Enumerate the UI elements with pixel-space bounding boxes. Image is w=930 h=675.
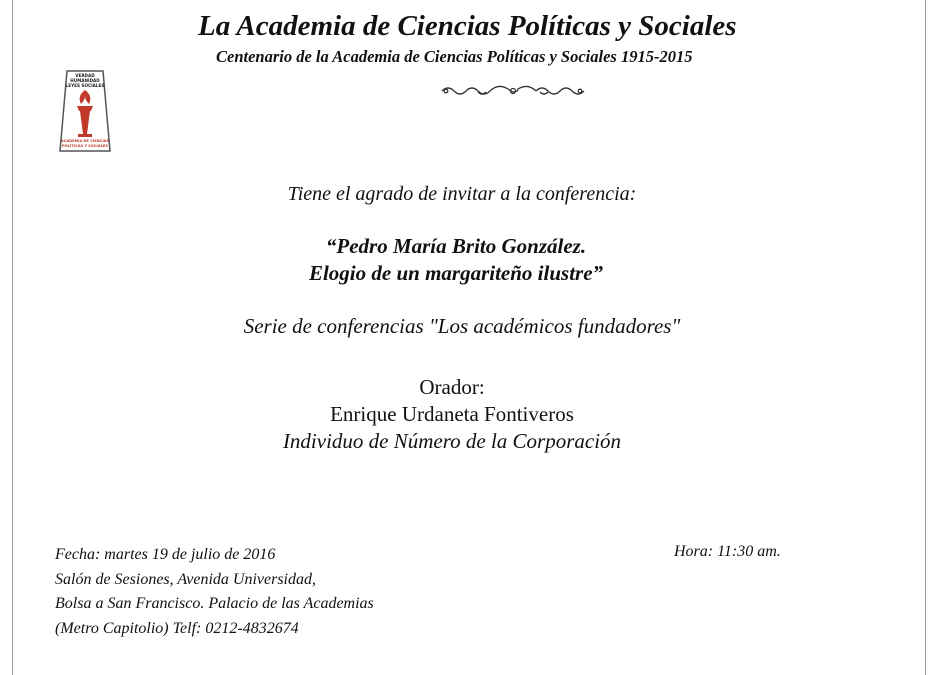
event-venue-line-2: Bolsa a San Francisco. Palacio de las Academias <box>55 595 374 612</box>
logo-top-text-1: VERDAD <box>75 73 95 78</box>
speaker-block <box>0 374 909 455</box>
logo-bottom-text-2: POLÍTICAS Y SOCIALES <box>62 144 108 148</box>
speaker-label: Orador: <box>419 375 485 399</box>
speaker-role: Individuo de Número de la Corporación <box>282 429 622 453</box>
conference-series: Serie de conferencias "Los académicos fundadores" <box>243 314 681 338</box>
invitation-intro: Tiene el agrado de invitar a la conferencia: <box>287 183 637 205</box>
logo-bottom-text-1: ACADEMIA DE CIENCIAS <box>60 139 110 143</box>
page-title: La Academia de Ciencias Políticas y Sociales <box>198 10 737 42</box>
logo-top-text-3: LEYES SOCIALES <box>65 83 105 88</box>
logo-top-text-2: HUMANIDAD <box>70 78 100 83</box>
speaker-name: Enrique Urdaneta Fontiveros <box>330 402 574 426</box>
invitation-page <box>12 0 926 675</box>
conference-title-line-2: Elogio de un margariteño ilustre” <box>308 261 604 285</box>
event-date: Fecha: martes 19 de julio de 2016 <box>55 546 276 563</box>
page-subtitle: Centenario de la Academia de Ciencias Políticas y Sociales 1915-2015 <box>216 47 693 66</box>
conference-title-line-1: “Pedro María Brito González. <box>325 234 587 258</box>
event-details <box>55 543 374 641</box>
event-venue-line-1: Salón de Sesiones, Avenida Universidad, <box>55 570 316 588</box>
conference-title <box>0 233 913 287</box>
ornament-divider-icon <box>438 82 588 100</box>
event-time: Hora: 11:30 am. <box>674 543 781 560</box>
event-venue-line-3: (Metro Capitolio) Telf: 0212-4832674 <box>55 619 299 637</box>
academy-logo-icon <box>57 68 113 154</box>
